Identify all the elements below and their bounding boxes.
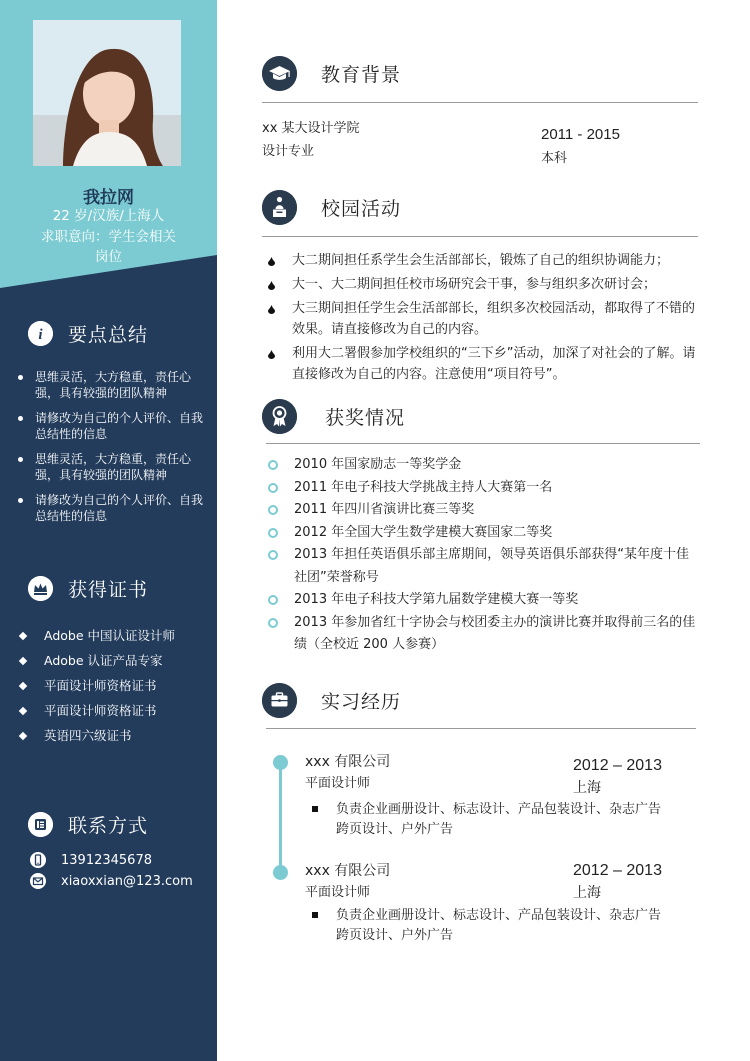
list-item: 2012 年全国大学生数学建模大赛国家二等奖 (268, 522, 698, 545)
company-name: xxx 有限公司 (305, 863, 391, 879)
job-task: 负责企业画册设计、标志设计、产品包装设计、杂志广告跨页设计、户外广告 (310, 906, 670, 946)
list-item: Adobe 中国认证设计师 (19, 628, 209, 645)
timeline-line (279, 762, 282, 872)
degree: 本科 (541, 151, 568, 166)
certificates-title: 获得证书 (68, 579, 149, 601)
list-item: 大一、大二期间担任校市场研究会干事，参与组织多次研讨会； (266, 274, 706, 295)
list-item: 2011 年电子科技大学挑战主持人大赛第一名 (268, 477, 698, 500)
campus-activity-list (266, 250, 706, 388)
company-name: xxx 有限公司 (305, 754, 391, 770)
list-item: 大三期间担任学生会生活部部长，组织多次校园活动，都取得了不错的效果。请直接修改为自己的内容。 (266, 298, 706, 340)
list-item: 思维灵活，大方稳重，责任心强，具有较强的团队精神 (16, 369, 206, 401)
contact-email (30, 873, 193, 889)
list-item: 英语四六级证书 (19, 728, 209, 745)
section-divider (262, 236, 698, 237)
timeline-dot (273, 865, 288, 880)
svg-text:i: i (38, 327, 43, 343)
crown-icon (28, 576, 53, 601)
list-item: 大二期间担任系学生会生活部部长，锻炼了自己的组织协调能力； (266, 250, 706, 271)
campus-heading (262, 190, 401, 225)
list-item: 请修改为自己的个人评价、自我总结性的信息 (16, 410, 206, 442)
list-item: 请修改为自己的个人评价、自我总结性的信息 (16, 492, 206, 524)
job-intention: 求职意向：学生会相关 (41, 229, 176, 245)
phone-icon (30, 852, 46, 868)
list-item: 平面设计师资格证书 (19, 678, 209, 695)
mail-icon (30, 873, 46, 889)
job-years: 2012 – 2013 (573, 757, 662, 774)
summary-list (16, 369, 206, 533)
awards-heading (262, 399, 405, 434)
medal-icon (262, 399, 297, 434)
contact-card-icon (28, 812, 53, 837)
section-divider (266, 728, 696, 729)
certificates-list (19, 628, 209, 753)
list-item: 平面设计师资格证书 (19, 703, 209, 720)
education-years: 2011 - 2015 (541, 126, 620, 143)
school-name: xx 某大设计学院 (262, 121, 360, 136)
list-item: 2013 年担任英语俱乐部主席期间，领导英语俱乐部获得“某年度十佳社团”荣誉称号 (268, 544, 698, 589)
list-item: Adobe 认证产品专家 (19, 653, 209, 670)
section-divider (262, 102, 698, 103)
job-city: 上海 (573, 780, 601, 796)
profile-photo (33, 20, 181, 166)
major: 设计专业 (262, 144, 315, 159)
job-intention-continued: 岗位 (95, 249, 122, 265)
candidate-name: 我拉网 (83, 188, 134, 208)
job-role: 平面设计师 (305, 885, 371, 900)
contact-heading (28, 811, 148, 838)
contact-title: 联系方式 (68, 815, 149, 837)
summary-title: 要点总结 (68, 324, 149, 346)
certificates-heading (28, 575, 148, 602)
job-role: 平面设计师 (305, 776, 371, 791)
education-heading (262, 56, 401, 91)
list-item: 利用大二署假参加学校组织的“三下乡”活动，加深了对社会的了解。请直接修改为自己的内容。注意使用“项目符号”。 (266, 343, 706, 385)
contact-phone (30, 852, 152, 868)
awards-title: 获奖情况 (325, 407, 406, 429)
awards-list (268, 454, 698, 657)
info-icon (28, 321, 53, 346)
candidate-basic-info: 22 岁/汉族/上海人 (52, 208, 165, 224)
email-address[interactable]: xiaoxxian@123.com (61, 873, 193, 889)
campus-title: 校园活动 (321, 198, 402, 220)
list-item: 2010 年国家励志一等奖学金 (268, 454, 698, 477)
graduation-cap-icon (262, 56, 297, 91)
list-item: 思维灵活，大方稳重，责任心强，具有较强的团队精神 (16, 451, 206, 483)
phone-number[interactable]: 13912345678 (61, 852, 152, 868)
list-item: 2013 年参加省红十字协会与校团委主办的演讲比赛并取得前三名的佳绩（全校近 200 人参赛） (268, 612, 698, 657)
timeline-dot (273, 755, 288, 770)
internship-title: 实习经历 (321, 691, 402, 713)
internship-heading (262, 683, 401, 718)
briefcase-icon (262, 683, 297, 718)
podium-icon (262, 190, 297, 225)
summary-heading (28, 320, 148, 347)
job-city: 上海 (573, 885, 601, 901)
sidebar (0, 0, 217, 1061)
job-task: 负责企业画册设计、标志设计、产品包装设计、杂志广告跨页设计、户外广告 (310, 800, 670, 840)
education-title: 教育背景 (321, 64, 402, 86)
section-divider (266, 443, 700, 444)
list-item: 2013 年电子科技大学第九届数学建模大赛一等奖 (268, 589, 698, 612)
list-item: 2011 年四川省演讲比赛三等奖 (268, 499, 698, 522)
job-years: 2012 – 2013 (573, 862, 662, 879)
